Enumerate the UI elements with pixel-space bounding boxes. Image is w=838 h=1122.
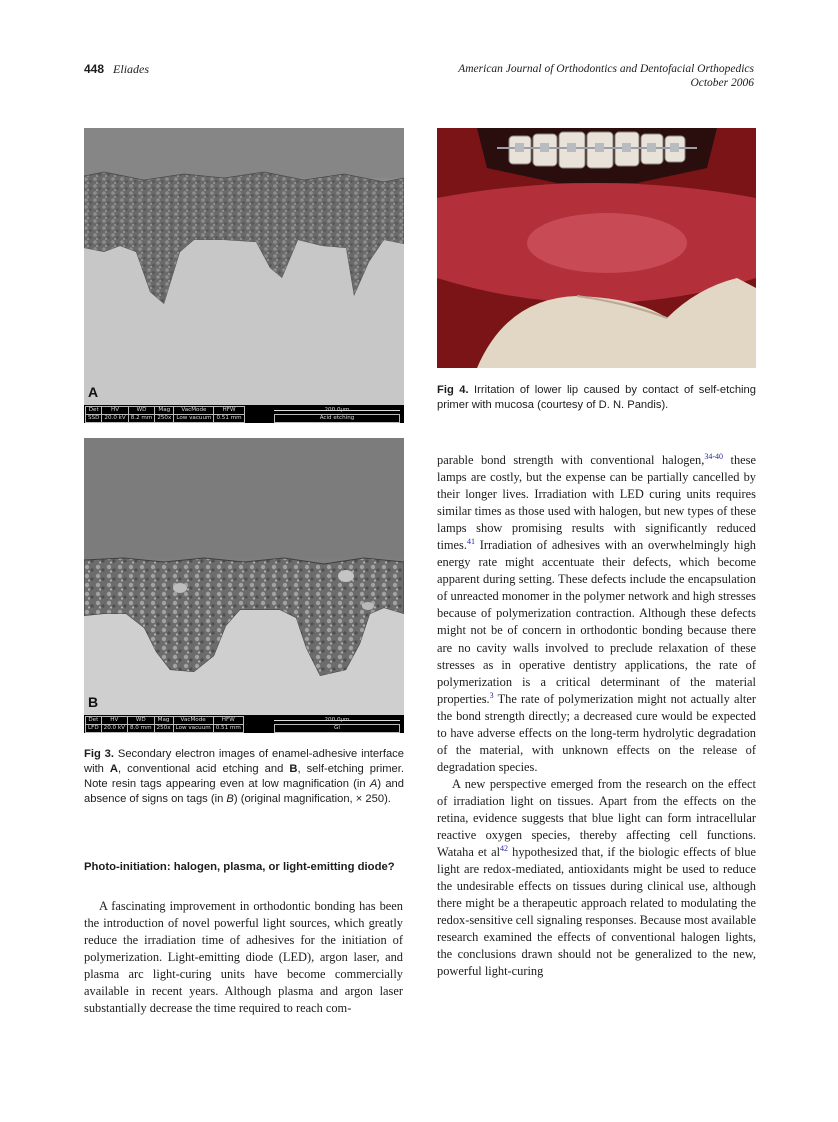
- condition-label: Acid etching: [274, 414, 400, 423]
- sem-a-graphic: [84, 128, 404, 423]
- right-column-body: [437, 452, 756, 980]
- caption-panel-ref: B: [226, 793, 234, 805]
- databar-value: Low vacuum: [173, 725, 213, 733]
- figure-4-clinical-photo: [437, 128, 756, 368]
- journal-title: American Journal of Orthodontics and Dentofacial Orthopedics: [458, 63, 754, 75]
- lip-photo-graphic: [437, 128, 756, 368]
- databar-header: HFW: [213, 717, 243, 725]
- figure-4-caption: [437, 383, 756, 413]
- running-header-right: [458, 62, 754, 90]
- sem-b-graphic: [84, 438, 404, 733]
- scale-bar-b: [274, 716, 400, 732]
- databar-header: Det: [86, 407, 102, 415]
- text-run: hypothesized that, if the biologic effects of blue light are redox-mediated, antioxidants might be used to reduce the undesirable effects on tissues during clinical use, although there might be a therapeutic approach related to modulating the redox-sensitive cell signaling responses. Because most available research examined the effects of conventional halogen lights, the conclusions drawn should not be generalized to the new, powerful light-curing: [437, 845, 756, 979]
- scale-label: 200.0μm: [324, 407, 350, 413]
- page-number: 448: [84, 62, 105, 76]
- text-run: these lamps are costly, but the expense can be partially cancelled by their longer lives. Irradiation with LED curing units requires similar times as those used with halogen, but new types of these lamps show promising results with significantly reduced times.: [437, 453, 757, 553]
- section-heading: Photo-initiation: halogen, plasma, or light-emitting diode?: [84, 861, 395, 873]
- sem-databar-b: [84, 715, 404, 733]
- left-column-body: [84, 898, 403, 1017]
- figure-4-caption-text: Irritation of lower lip caused by contact of self-etching primer with mucosa (courtesy of D. N. Pandis).: [437, 384, 756, 411]
- databar-value: 250x: [154, 725, 173, 733]
- text-run: parable bond strength with conventional halogen,: [437, 453, 705, 467]
- databar-value: 20.0 kV: [102, 415, 128, 423]
- paragraph: [437, 452, 756, 776]
- databar-value: 0.51 mm: [213, 725, 243, 733]
- panel-letter-a: A: [88, 384, 99, 400]
- databar-header: Det: [86, 717, 102, 725]
- databar-value: 8.0 mm: [127, 725, 154, 733]
- caption-text: ) and absence of signs on tags (in: [84, 778, 404, 805]
- databar-header: HFW: [214, 407, 244, 415]
- databar-value: SSD: [86, 415, 102, 423]
- figure-3-caption: [84, 747, 404, 807]
- databar-header: WD: [127, 717, 154, 725]
- reference-superscript[interactable]: 42: [500, 843, 509, 853]
- caption-text: ) (original magnification, × 250).: [233, 793, 391, 805]
- paragraph: [437, 776, 756, 981]
- figure-3a-sem-image: [84, 128, 404, 423]
- databar-header: VacMode: [173, 717, 213, 725]
- scale-label: 200.0μm: [324, 717, 350, 723]
- scale-bar-a: [274, 406, 400, 422]
- figure-4-label: Fig 4.: [437, 384, 469, 396]
- databar-header: Mag: [154, 717, 173, 725]
- caption-text: Secondary electron images of enamel-adhesive interface with: [84, 748, 404, 775]
- caption-panel-ref: A: [109, 763, 119, 775]
- caption-panel-ref: A: [369, 778, 378, 790]
- reference-superscript[interactable]: 41: [466, 537, 475, 547]
- databar-header: HV: [102, 407, 128, 415]
- panel-letter-b: B: [88, 694, 99, 710]
- databar-header: VacMode: [174, 407, 214, 415]
- sem-databar-a: [84, 405, 404, 423]
- databar-header: Mag: [155, 407, 174, 415]
- issue-date: October 2006: [690, 77, 754, 89]
- figure-3b-sem-image: [84, 438, 404, 733]
- databar-header: HV: [101, 717, 127, 725]
- condition-label: GI: [274, 724, 400, 733]
- caption-text: , conventional acid etching and: [118, 763, 290, 775]
- reference-superscript[interactable]: 34-40: [704, 451, 723, 461]
- caption-panel-ref: B: [289, 763, 298, 775]
- figure-3-label: Fig 3.: [84, 748, 114, 760]
- paragraph: A fascinating improvement in orthodontic bonding has been the introduction of novel powerful light sources, which greatly reduce the irradiation time of adhesives for the initiation of polymerization. Light-emitting diode (LED), argon laser, and plasma arc light-curing units have become commercially available in recent years. Although plasma and argon laser substantially decrease the time required to reach com-: [84, 899, 403, 1016]
- databar-value: 20.0 kV: [101, 725, 127, 733]
- databar-value: Low vacuum: [174, 415, 214, 423]
- caption-text: , self-etching primer. Note resin tags appearing even at low magnification (in: [84, 763, 404, 790]
- running-author: Eliades: [113, 62, 150, 76]
- databar-value: 8.2 mm: [128, 415, 155, 423]
- text-run: Irradiation of adhesives with an overwhelmingly high energy rate might accentuate their defects, which become apparent during setting. These defects include the encapsulation of unreacted monomer in the polymer network and high stresses because of polymerization contraction. Although these defects might not be of concern in orthodontic bonding because there are no cavity walls involved to preclude relaxation of these stresses as in operative dentistry applications, the rate of polymerization is a critical determinant of the material properties.: [437, 538, 756, 706]
- running-header-left: [84, 62, 149, 77]
- databar-header: WD: [128, 407, 155, 415]
- databar-value: 0.51 mm: [214, 415, 244, 423]
- text-run: The rate of polymerization might not actually alter the bond strength directly; a decreased cure would be expected to have adverse effects on the long-term hydrolytic degradation of the material, with unknown effects on the release of degradation species.: [437, 691, 756, 774]
- databar-value: LFD: [86, 725, 102, 733]
- text-run: A new perspective emerged from the research on the effect of irradiation light on tissues. Apart from the effects on the retina, evidence suggests that blue light can form intracellular reactive oxygen species, thereby affecting cell functions. Wataha et al: [437, 776, 756, 860]
- databar-value: 250x: [155, 415, 174, 423]
- reference-superscript[interactable]: 3: [489, 690, 494, 700]
